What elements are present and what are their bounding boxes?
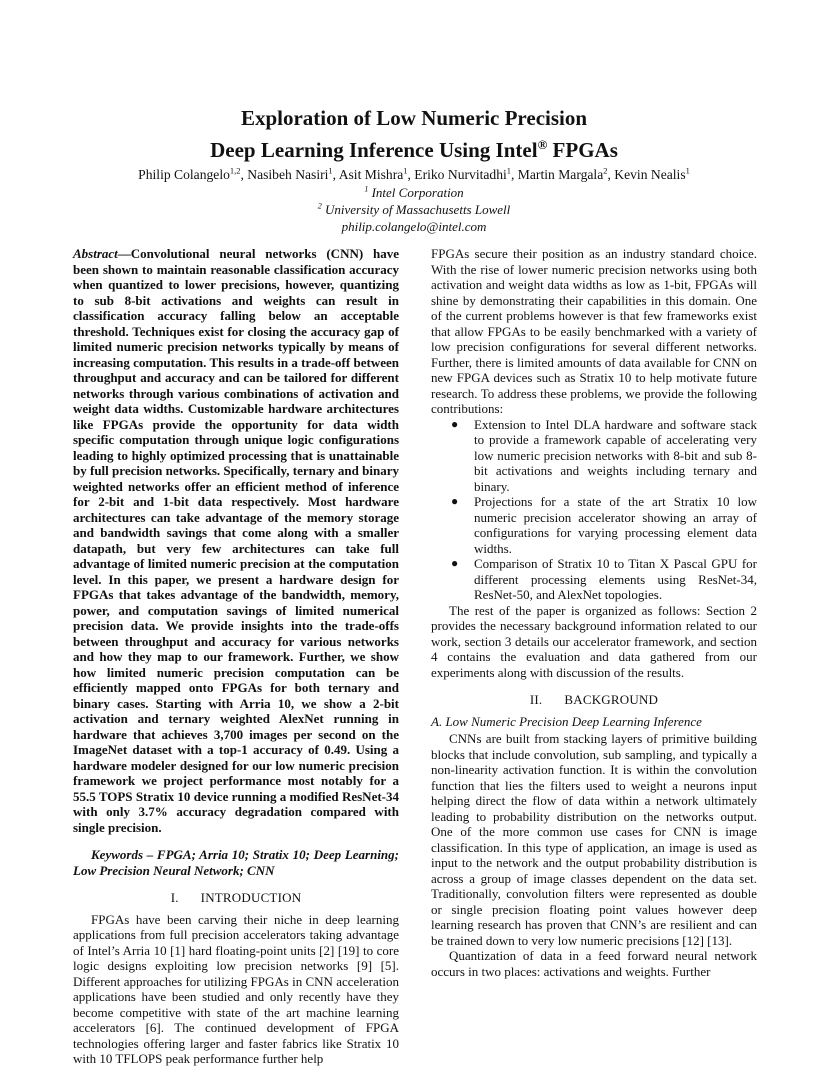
contribution-text: Projections for a state of the art Stratix 10 low numeric precision accelerator showing an array of configurations for varying processing element data widths. — [474, 494, 757, 556]
affiliation-2 — [0, 201, 828, 219]
affiliation-2-name: University of Massachusetts Lowell — [321, 202, 511, 217]
affiliation-2-marker: 2 — [317, 201, 322, 211]
contributions-list — [431, 417, 757, 603]
list-item — [431, 417, 757, 495]
background-paragraph-1: CNNs are built from stacking layers of primitive building blocks that include convolution, sub sampling, and typically a non-linearity activation function. It is within the convolution function that lies the filters used to weight a neurons input helping direct the flow of data within a network ultimately leading to probability distribution on the networks output. One of the more common use cases for CNN is image classification. In this type of application, an image is used as input to the network and the output probability distribution is across a group of image classes dependent on the data set. Traditionally, convolution filters were represented as double or single precision floating point values however deep learning research has proven that CNN’s are resilient and can be trained down to very low numeric precisions [12] [13]. — [431, 731, 757, 948]
section-number: I. — [170, 890, 179, 905]
abstract-text: —Convolutional neural networks (CNN) have been shown to maintain reasonable classification accuracy when quantized to lower precisions, however, quantizing to sub 8-bit activations and weights can result in classification accuracy falling below an acceptable threshold. Techniques exist for closing the accuracy gap of limited numeric precision networks typically by means of increasing computation. This results in a trade-off between throughput and accuracy and can be tailored for different networks through various combinations of activation and weight data widths. Customizable hardware architectures like FPGAs provide the opportunity for data width specific computation through unique logic configurations leading to highly optimized processing that is unattainable by full precision networks. Specifically, ternary and binary weighted networks offer an efficient method of inference for 2-bit and 1-bit data respectively. Most hardware architectures can take advantage of the memory storage and bandwidth savings that come along with a smaller datapath, but very few architectures can take full advantage of limited numeric precision at the computation level. In this paper, we present a hardware design for FPGAs that takes advantage of the bandwidth, memory, power, and computation savings of limited numerical precision data. We provide insights into the trade-offs between throughput and accuracy for various networks and how they map to our framework. Further, we show how limited numeric precision computation can be efficiently mapped onto FPGAs for both ternary and binary cases. Starting with Arria 10, we show a 2-bit activation and ternary weighted AlexNet running in hardware that achieves 3,700 images per second on the ImageNet dataset with a top-1 accuracy of 0.49. Using a hardware modeler designed for our low numeric precision framework we project performance most notably for a 55.5 TOPS Stratix 10 device running a modified ResNet-34 with only 3.7% accuracy degradation compared with single precision. — [73, 246, 399, 835]
affiliation-1-name: Intel Corporation — [368, 185, 464, 200]
background-paragraph-2: Quantization of data in a feed forward neural network occurs in two places: activations and weights. Further — [431, 948, 757, 979]
list-item — [431, 556, 757, 603]
author-name: Martin Margala — [517, 167, 604, 182]
affiliation-1-marker: 1 — [364, 184, 369, 194]
section-number: II. — [529, 692, 543, 707]
section-title: BACKGROUND — [564, 692, 659, 707]
author-name: Kevin Nealis — [614, 167, 686, 182]
contribution-text: Extension to Intel DLA hardware and software stack to provide a framework capable of accelerating very low numeric precision networks with 8-bit and sub 8-bit activations and weights including ternary and binary. — [474, 416, 757, 494]
right-column — [431, 246, 757, 979]
left-column — [73, 246, 399, 1067]
title-line2-suffix: FPGAs — [547, 138, 618, 162]
bullet-icon: ● — [451, 416, 459, 431]
intro-paragraph-continued: FPGAs secure their position as an industry standard choice. With the rise of lower numeric precision networks using both activation and weight data widths as low as 1-bit, FPGAs will shine by demonstrating their capabilities in this domain. One of the current problems however is that few frameworks exist that allow FPGAs to be easily benchmarked with a variety of low precision configurations for several different networks. Further, there is limited amounts of data available for CNN on new FPGA devices such as Stratix 10 to help motivate future research. To address these problems, we provide the following contributions: — [431, 246, 757, 416]
paper-title-line2 — [0, 133, 828, 167]
bullet-icon: ● — [451, 556, 459, 570]
bullet-icon: ● — [451, 494, 459, 508]
organization-paragraph: The rest of the paper is organized as follows: Section 2 provides the necessary background information related to our work, section 3 details our accelerator framework, and section 4 contains the evaluation and data gathered from our experiments along with discussion of the results. — [431, 602, 757, 680]
abstract — [73, 246, 399, 835]
affiliation-1 — [0, 184, 828, 202]
author-name: Asit Mishra — [338, 167, 404, 182]
author-name: Nasibeh Nasiri — [247, 167, 329, 182]
author-name: Philip Colangelo — [138, 167, 230, 182]
author-affiliation-marker: 1,2 — [229, 165, 241, 176]
list-item — [431, 494, 757, 556]
intro-paragraph: FPGAs have been carving their niche in deep learning applications from full precision accelerators taking advantage of Intel’s Arria 10 [1] hard floating-point units [2] [19] to core logic designs exploiting low precision networks [9] [5]. Different approaches for utilizing FPGAs in CNN acceleration applications have been studied and only recently have they become competitive with state of the art machine learning accelerators [6]. The continued development of FPGA technologies offering larger and faster fabrics like Stratix 10 with 10 TFLOPS peak performance further help — [73, 911, 399, 1066]
author-name: Eriko Nurvitadhi — [414, 167, 507, 182]
section-heading-background — [431, 692, 757, 708]
abstract-label: Abstract — [73, 246, 118, 261]
subsection-heading: A. Low Numeric Precision Deep Learning Inference — [431, 713, 702, 729]
registered-mark: ® — [537, 137, 548, 152]
author-affiliation-marker: 1 — [403, 165, 408, 176]
author-affiliation-marker: 2 — [603, 165, 608, 176]
keywords: Keywords – FPGA; Arria 10; Stratix 10; Deep Learning; Low Precision Neural Network; CNN — [73, 847, 399, 878]
author-email: philip.colangelo@intel.com — [341, 219, 487, 234]
contribution-text: Comparison of Stratix 10 to Titan X Pascal GPU for different processing elements using ResNet-34, ResNet-50, and AlexNet topologies. — [474, 556, 757, 602]
title-line2-prefix: Deep Learning Inference Using Intel — [210, 138, 538, 162]
author-list: Philip Colangelo$^{1,2}$, Nasibeh Nasiri$^1$, Asit Mishra$^1$, Eriko Nurvitadhi$^1$, Martin Margala$^2$, Kevin Nealis$^1$ — [138, 165, 690, 182]
section-title: INTRODUCTION — [200, 890, 302, 905]
paper-title-line1: Exploration of Low Numeric Precision — [240, 106, 588, 130]
author-affiliation-marker: 1 — [506, 165, 511, 176]
author-affiliation-marker: 1 — [328, 165, 333, 176]
author-affiliation-marker: 1 — [685, 165, 690, 176]
section-heading-introduction — [73, 890, 399, 906]
